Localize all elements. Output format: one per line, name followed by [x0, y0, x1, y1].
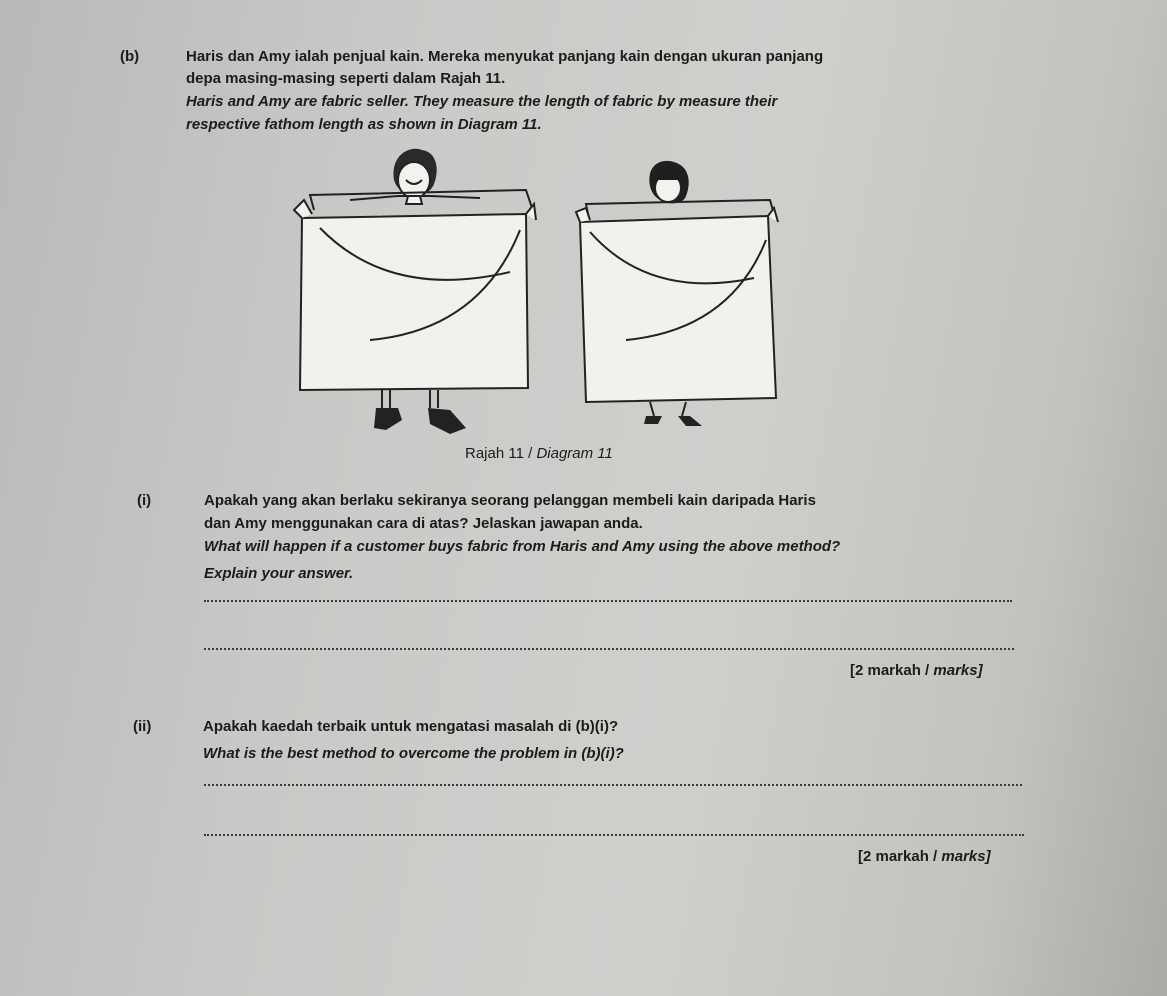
q2-answer-line-2[interactable]: [204, 834, 1024, 836]
q1-english-line-2: Explain your answer.: [204, 565, 354, 582]
q2-answer-line-1[interactable]: [204, 784, 1022, 786]
q1-english-line-1: What will happen if a customer buys fabric from Haris and Amy using the above method?: [204, 538, 841, 555]
q2-marks-malay: [2 markah: [858, 848, 929, 865]
q1-answer-line-1[interactable]: [204, 600, 1012, 602]
q2-marks-separator: /: [928, 848, 942, 865]
q1-label: (i): [137, 492, 152, 509]
caption-separator: /: [523, 445, 537, 462]
q1-marks-malay: [2 markah: [850, 662, 921, 679]
diagram-11-illustration: [290, 140, 790, 440]
q1-marks-english: marks]: [933, 662, 983, 679]
q1-malay-line-2: dan Amy menggunakan cara di atas? Jelaskan jawapan anda.: [204, 515, 643, 532]
q2-malay-line-1: Apakah kaedah terbaik untuk mengatasi masalah di (b)(i)?: [203, 718, 619, 735]
amy-figure: [576, 161, 778, 426]
intro-malay-line-2: depa masing-masing seperti dalam Rajah 11.: [186, 70, 506, 87]
diagram-caption: [465, 445, 613, 463]
caption-english: Diagram 11: [536, 445, 613, 462]
haris-figure: [294, 149, 536, 434]
q2-marks-english: marks]: [941, 848, 991, 865]
intro-english-line-1: Haris and Amy are fabric seller. They measure the length of fabric by measure their: [186, 93, 778, 110]
q1-marks-separator: /: [920, 662, 934, 679]
q1-marks: [850, 662, 983, 680]
caption-malay: Rajah 11: [465, 445, 524, 462]
q2-label: (ii): [133, 718, 152, 735]
intro-malay-line-1: Haris dan Amy ialah penjual kain. Mereka menyukat panjang kain dengan ukuran panjang: [186, 48, 824, 65]
q1-malay-line-1: Apakah yang akan berlaku sekiranya seorang pelanggan membeli kain daripada Haris: [204, 492, 816, 509]
q2-marks: [858, 848, 991, 866]
section-label: (b): [120, 48, 140, 65]
q2-english-line-1: What is the best method to overcome the problem in (b)(i)?: [203, 745, 624, 762]
q1-answer-line-2[interactable]: [204, 648, 1014, 650]
intro-english-line-2: respective fathom length as shown in Diagram 11.: [186, 116, 542, 133]
